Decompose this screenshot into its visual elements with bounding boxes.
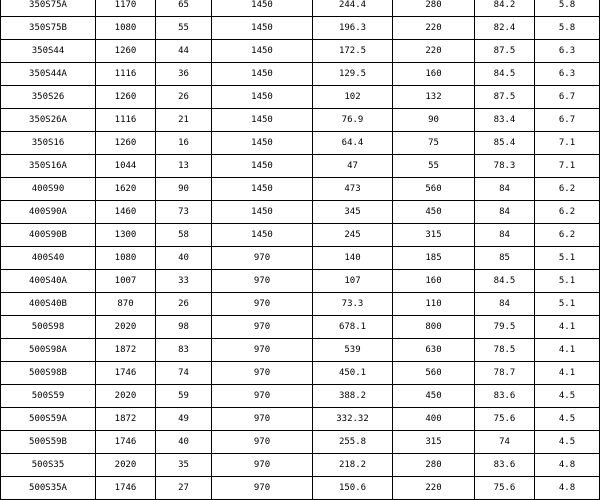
shaft-power-cell: 107 [313,270,393,293]
table-row [1,17,600,40]
head-cell: 58 [156,224,212,247]
model-cell: 500S59B [1,431,96,454]
motor-power-cell: 160 [393,270,475,293]
efficiency-cell: 83.6 [475,385,535,408]
table-row [1,178,600,201]
efficiency-cell: 84 [475,293,535,316]
head-cell: 33 [156,270,212,293]
head-cell: 90 [156,178,212,201]
table-row [1,63,600,86]
speed-cell: 1450 [212,40,313,63]
speed-cell: 970 [212,362,313,385]
motor-power-cell: 400 [393,408,475,431]
flow-cell: 1044 [96,155,156,178]
npsh-cell: 6.2 [535,178,600,201]
table-row [1,408,600,431]
head-cell: 16 [156,132,212,155]
head-cell: 13 [156,155,212,178]
flow-cell: 1116 [96,109,156,132]
model-cell: 500S35 [1,454,96,477]
model-cell: 350S26A [1,109,96,132]
flow-cell: 870 [96,293,156,316]
npsh-cell: 4.1 [535,339,600,362]
model-cell: 400S90 [1,178,96,201]
shaft-power-cell: 150.6 [313,477,393,500]
speed-cell: 1450 [212,0,313,17]
npsh-cell: 4.1 [535,316,600,339]
flow-cell: 1170 [96,0,156,17]
npsh-cell: 6.7 [535,86,600,109]
npsh-cell: 4.5 [535,431,600,454]
model-cell: 500S59 [1,385,96,408]
table-row [1,247,600,270]
speed-cell: 1450 [212,132,313,155]
flow-cell: 1260 [96,40,156,63]
head-cell: 49 [156,408,212,431]
npsh-cell: 6.3 [535,40,600,63]
motor-power-cell: 560 [393,362,475,385]
motor-power-cell: 315 [393,431,475,454]
speed-cell: 1450 [212,109,313,132]
model-cell: 400S40 [1,247,96,270]
table-row [1,40,600,63]
shaft-power-cell: 255.8 [313,431,393,454]
speed-cell: 970 [212,316,313,339]
motor-power-cell: 800 [393,316,475,339]
shaft-power-cell: 76.9 [313,109,393,132]
speed-cell: 970 [212,293,313,316]
model-cell: 350S44 [1,40,96,63]
table-row [1,201,600,224]
speed-cell: 970 [212,477,313,500]
npsh-cell: 6.2 [535,224,600,247]
head-cell: 73 [156,201,212,224]
head-cell: 59 [156,385,212,408]
model-cell: 500S98A [1,339,96,362]
flow-cell: 1080 [96,247,156,270]
speed-cell: 1450 [212,201,313,224]
speed-cell: 970 [212,385,313,408]
shaft-power-cell: 332.32 [313,408,393,431]
motor-power-cell: 220 [393,40,475,63]
motor-power-cell: 630 [393,339,475,362]
head-cell: 27 [156,477,212,500]
npsh-cell: 6.7 [535,109,600,132]
motor-power-cell: 220 [393,17,475,40]
npsh-cell: 4.5 [535,408,600,431]
flow-cell: 1080 [96,17,156,40]
shaft-power-cell: 140 [313,247,393,270]
model-cell: 350S16A [1,155,96,178]
table-row [1,224,600,247]
efficiency-cell: 78.5 [475,339,535,362]
efficiency-cell: 75.6 [475,408,535,431]
efficiency-cell: 83.6 [475,454,535,477]
efficiency-cell: 79.5 [475,316,535,339]
head-cell: 21 [156,109,212,132]
model-cell: 350S16 [1,132,96,155]
motor-power-cell: 280 [393,0,475,17]
table-row [1,431,600,454]
efficiency-cell: 74 [475,431,535,454]
shaft-power-cell: 172.5 [313,40,393,63]
shaft-power-cell: 73.3 [313,293,393,316]
head-cell: 65 [156,0,212,17]
shaft-power-cell: 388.2 [313,385,393,408]
npsh-cell: 5.8 [535,0,600,17]
flow-cell: 1300 [96,224,156,247]
table-row [1,454,600,477]
npsh-cell: 6.2 [535,201,600,224]
shaft-power-cell: 245 [313,224,393,247]
npsh-cell: 5.8 [535,17,600,40]
head-cell: 55 [156,17,212,40]
motor-power-cell: 220 [393,477,475,500]
efficiency-cell: 83.4 [475,109,535,132]
npsh-cell: 5.1 [535,293,600,316]
model-cell: 350S44A [1,63,96,86]
motor-power-cell: 185 [393,247,475,270]
flow-cell: 1116 [96,63,156,86]
efficiency-cell: 84.5 [475,63,535,86]
head-cell: 26 [156,86,212,109]
model-cell: 400S40B [1,293,96,316]
efficiency-cell: 78.3 [475,155,535,178]
head-cell: 35 [156,454,212,477]
model-cell: 500S98 [1,316,96,339]
model-cell: 350S75B [1,17,96,40]
head-cell: 44 [156,40,212,63]
head-cell: 98 [156,316,212,339]
shaft-power-cell: 450.1 [313,362,393,385]
table-row [1,86,600,109]
table-row [1,293,600,316]
motor-power-cell: 315 [393,224,475,247]
speed-cell: 1450 [212,224,313,247]
shaft-power-cell: 129.5 [313,63,393,86]
motor-power-cell: 450 [393,201,475,224]
speed-cell: 970 [212,454,313,477]
efficiency-cell: 87.5 [475,40,535,63]
efficiency-cell: 87.5 [475,86,535,109]
motor-power-cell: 110 [393,293,475,316]
shaft-power-cell: 102 [313,86,393,109]
motor-power-cell: 132 [393,86,475,109]
efficiency-cell: 75.6 [475,477,535,500]
efficiency-cell: 78.7 [475,362,535,385]
model-cell: 500S35A [1,477,96,500]
model-cell: 500S59A [1,408,96,431]
flow-cell: 1620 [96,178,156,201]
flow-cell: 1460 [96,201,156,224]
shaft-power-cell: 64.4 [313,132,393,155]
efficiency-cell: 84 [475,224,535,247]
speed-cell: 1450 [212,17,313,40]
speed-cell: 1450 [212,155,313,178]
flow-cell: 1007 [96,270,156,293]
speed-cell: 970 [212,339,313,362]
speed-cell: 970 [212,431,313,454]
npsh-cell: 7.1 [535,132,600,155]
head-cell: 40 [156,431,212,454]
flow-cell: 1260 [96,132,156,155]
flow-cell: 1260 [96,86,156,109]
table-row [1,477,600,500]
model-cell: 350S26 [1,86,96,109]
shaft-power-cell: 345 [313,201,393,224]
npsh-cell: 6.3 [535,63,600,86]
npsh-cell: 5.1 [535,247,600,270]
model-cell: 350S75A [1,0,96,17]
motor-power-cell: 560 [393,178,475,201]
npsh-cell: 4.8 [535,454,600,477]
model-cell: 400S40A [1,270,96,293]
flow-cell: 2020 [96,454,156,477]
efficiency-cell: 82.4 [475,17,535,40]
efficiency-cell: 84.2 [475,0,535,17]
model-cell: 400S90B [1,224,96,247]
head-cell: 40 [156,247,212,270]
flow-cell: 1872 [96,339,156,362]
shaft-power-cell: 539 [313,339,393,362]
table-row [1,316,600,339]
shaft-power-cell: 244.4 [313,0,393,17]
efficiency-cell: 84 [475,178,535,201]
speed-cell: 1450 [212,86,313,109]
model-cell: 500S98B [1,362,96,385]
motor-power-cell: 75 [393,132,475,155]
speed-cell: 970 [212,247,313,270]
head-cell: 36 [156,63,212,86]
table-row [1,339,600,362]
flow-cell: 1872 [96,408,156,431]
table-row [1,109,600,132]
npsh-cell: 5.1 [535,270,600,293]
flow-cell: 2020 [96,385,156,408]
motor-power-cell: 450 [393,385,475,408]
table-row [1,132,600,155]
shaft-power-cell: 678.1 [313,316,393,339]
efficiency-cell: 85.4 [475,132,535,155]
head-cell: 26 [156,293,212,316]
flow-cell: 1746 [96,477,156,500]
npsh-cell: 7.1 [535,155,600,178]
head-cell: 83 [156,339,212,362]
motor-power-cell: 280 [393,454,475,477]
npsh-cell: 4.5 [535,385,600,408]
npsh-cell: 4.1 [535,362,600,385]
flow-cell: 1746 [96,362,156,385]
table-body [1,0,600,500]
speed-cell: 970 [212,408,313,431]
efficiency-cell: 84 [475,201,535,224]
flow-cell: 1746 [96,431,156,454]
npsh-cell: 4.8 [535,477,600,500]
shaft-power-cell: 473 [313,178,393,201]
table-row [1,155,600,178]
motor-power-cell: 55 [393,155,475,178]
shaft-power-cell: 47 [313,155,393,178]
model-cell: 400S90A [1,201,96,224]
speed-cell: 1450 [212,63,313,86]
speed-cell: 1450 [212,178,313,201]
table-row [1,385,600,408]
efficiency-cell: 85 [475,247,535,270]
table-row [1,0,600,17]
speed-cell: 970 [212,270,313,293]
head-cell: 74 [156,362,212,385]
shaft-power-cell: 196.3 [313,17,393,40]
efficiency-cell: 84.5 [475,270,535,293]
flow-cell: 2020 [96,316,156,339]
shaft-power-cell: 218.2 [313,454,393,477]
motor-power-cell: 160 [393,63,475,86]
table-row [1,270,600,293]
motor-power-cell: 90 [393,109,475,132]
table-row [1,362,600,385]
